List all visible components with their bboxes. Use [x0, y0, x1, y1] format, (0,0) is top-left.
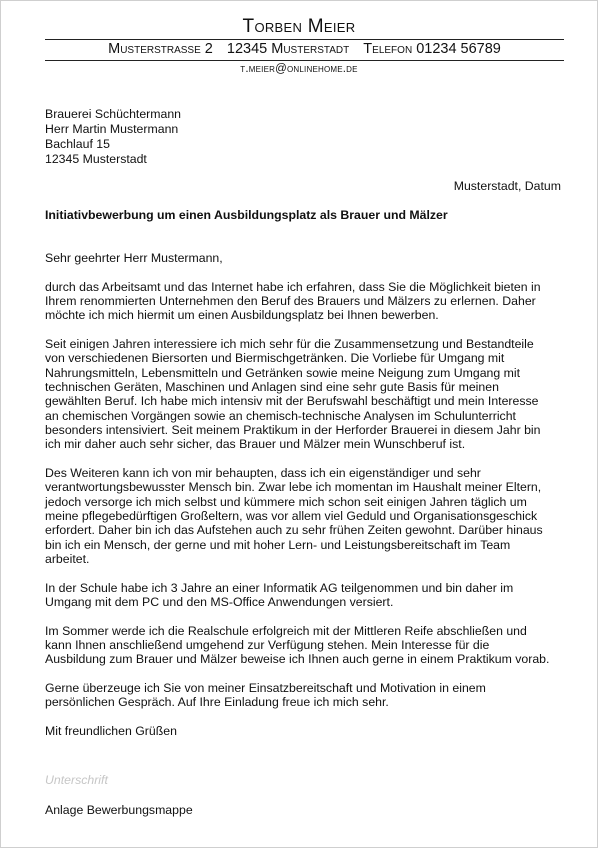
body-paragraph	[45, 624, 570, 667]
paragraph-line: möchte ich mich hiermit um einen Ausbildungsplatz bei Ihnen bewerben.	[45, 308, 439, 323]
paragraph-line: bin ich ein Mensch, der gerne und mit hoher Lern- und Leistungsbereitschaft im Team	[45, 537, 511, 552]
salutation: Sehr geehrter Herr Mustermann,	[45, 251, 223, 265]
paragraph-line: Seit einigen Jahren interessiere ich mich sehr für die Zusammensetzung und Bestandteile	[45, 337, 534, 352]
paragraph-line: persönlichen Gespräch. Auf Ihre Einladung freue ich mich sehr.	[45, 695, 389, 710]
recipient-company: Brauerei Schüchtermann	[45, 107, 182, 121]
sender-city: 12345 Musterstadt	[226, 41, 350, 57]
paragraph-line: von verschiedenen Biersorten und Biermischgetränken. Die Vorliebe für Umgang mit	[45, 351, 505, 366]
body-paragraph	[45, 581, 570, 610]
sender-name: Torben Meier	[242, 16, 356, 37]
paragraph-line: verantwortungsbewusster Mensch bin. Zwar lebe ich momentan im Haushalt meiner Eltern,	[45, 480, 542, 495]
sender-address-line	[45, 41, 564, 57]
paragraph-line: Gerne überzeuge ich Sie von meiner Einsatzbereitschaft und Motivation in einem	[45, 681, 486, 696]
paragraph-line: an chemischen Vorgängen sowie an chemisch-technische Analysen im Schulunterricht	[45, 408, 516, 423]
paragraph-line: Ihrem renommierten Unternehmen den Beruf des Brauers und Mälzers zu erlernen. Daher	[45, 294, 536, 309]
body-paragraph	[45, 280, 570, 323]
recipient-person: Herr Martin Mustermann	[45, 122, 179, 136]
paragraph-line: besonders intensiviert. Seit meinem Praktikum in der Herforder Brauerei in diesem Jahr bin	[45, 422, 541, 437]
paragraph-line: Im Sommer werde ich die Realschule erfolgreich mit der Mittleren Reife abschließen und	[45, 623, 527, 638]
body-paragraphs	[45, 280, 570, 710]
body-paragraph	[45, 466, 570, 566]
recipient-city: 12345 Musterstadt	[45, 152, 147, 166]
paragraph-line: In der Schule habe ich 3 Jahre an einer Informatik AG teilgenommen und bin daher im	[45, 580, 514, 595]
paragraph-line: durch das Arbeitsamt und das Internet habe ich erfahren, dass Sie die Möglichkeit bieten in	[45, 279, 541, 294]
paragraph-line: ich mir daher auch sehr sicher, das Brauer und Mälzer mein Wunschberuf ist.	[45, 437, 466, 452]
letter-body	[45, 251, 570, 753]
paragraph-line: erfordert. Daher bin ich das Aufstehen auch zu sehr frühen Zeiten gewohnt. Darüber hinaus	[45, 523, 543, 538]
enclosure-note: Anlage Bewerbungsmappe	[45, 803, 193, 817]
paragraph-line: arbeitet.	[45, 551, 90, 566]
paragraph-line: Nahrungsmitteln, Lebensmitteln und Getränken sowie meine Neigung zum Umgang mit	[45, 365, 521, 380]
paragraph-line: meine pflegebedürftigen Großeltern, was vor allem viel Geduld und Organisationsgeschick	[45, 508, 538, 523]
closing: Mit freundlichen Grüßen	[45, 724, 177, 739]
paragraph-line: jedoch versorge ich mich selbst und kümmere mich schon seit einigen Jahren täglich um	[45, 494, 527, 509]
date-line: Musterstadt, Datum	[453, 179, 561, 193]
paragraph-line: gewählten Beruf. Ich habe mich intensiv mit der Berufswahl beschäftigt und mein Interesse	[45, 394, 539, 409]
recipient-address	[45, 107, 181, 167]
paragraph-line: Umgang mit dem PC und den MS-Office Anwendungen versiert.	[45, 594, 394, 609]
subject-line: Initiativbewerbung um einen Ausbildungsplatz als Brauer und Mälzer	[45, 208, 448, 222]
header-rule-top	[45, 39, 564, 40]
sender-street: Musterstrasse 2	[108, 41, 213, 57]
paragraph-line: Des Weiteren kann ich von mir behaupten, dass ich ein eigenständiger und sehr	[45, 466, 481, 481]
paragraph-line: kann Ihnen anschließend umgehend zur Verfügung stehen. Mein Interesse für die	[45, 638, 490, 653]
header-rule-bottom	[45, 60, 564, 61]
paragraph-line: Ausbildung zum Brauer und Mälzer beweise ich Ihnen auch gerne in einem Praktikum vorab.	[45, 652, 550, 667]
body-paragraph	[45, 337, 570, 451]
paragraph-line: technischen Geräten, Maschinen und Anlagen sind eine sehr gute Basis für meinen	[45, 380, 499, 395]
signature-placeholder: Unterschrift	[45, 773, 108, 787]
sender-email: t.meier@onlinehome.de	[240, 63, 358, 75]
sender-phone: Telefon 01234 56789	[363, 41, 501, 57]
body-paragraph	[45, 681, 570, 710]
recipient-street: Bachlauf 15	[45, 137, 110, 151]
